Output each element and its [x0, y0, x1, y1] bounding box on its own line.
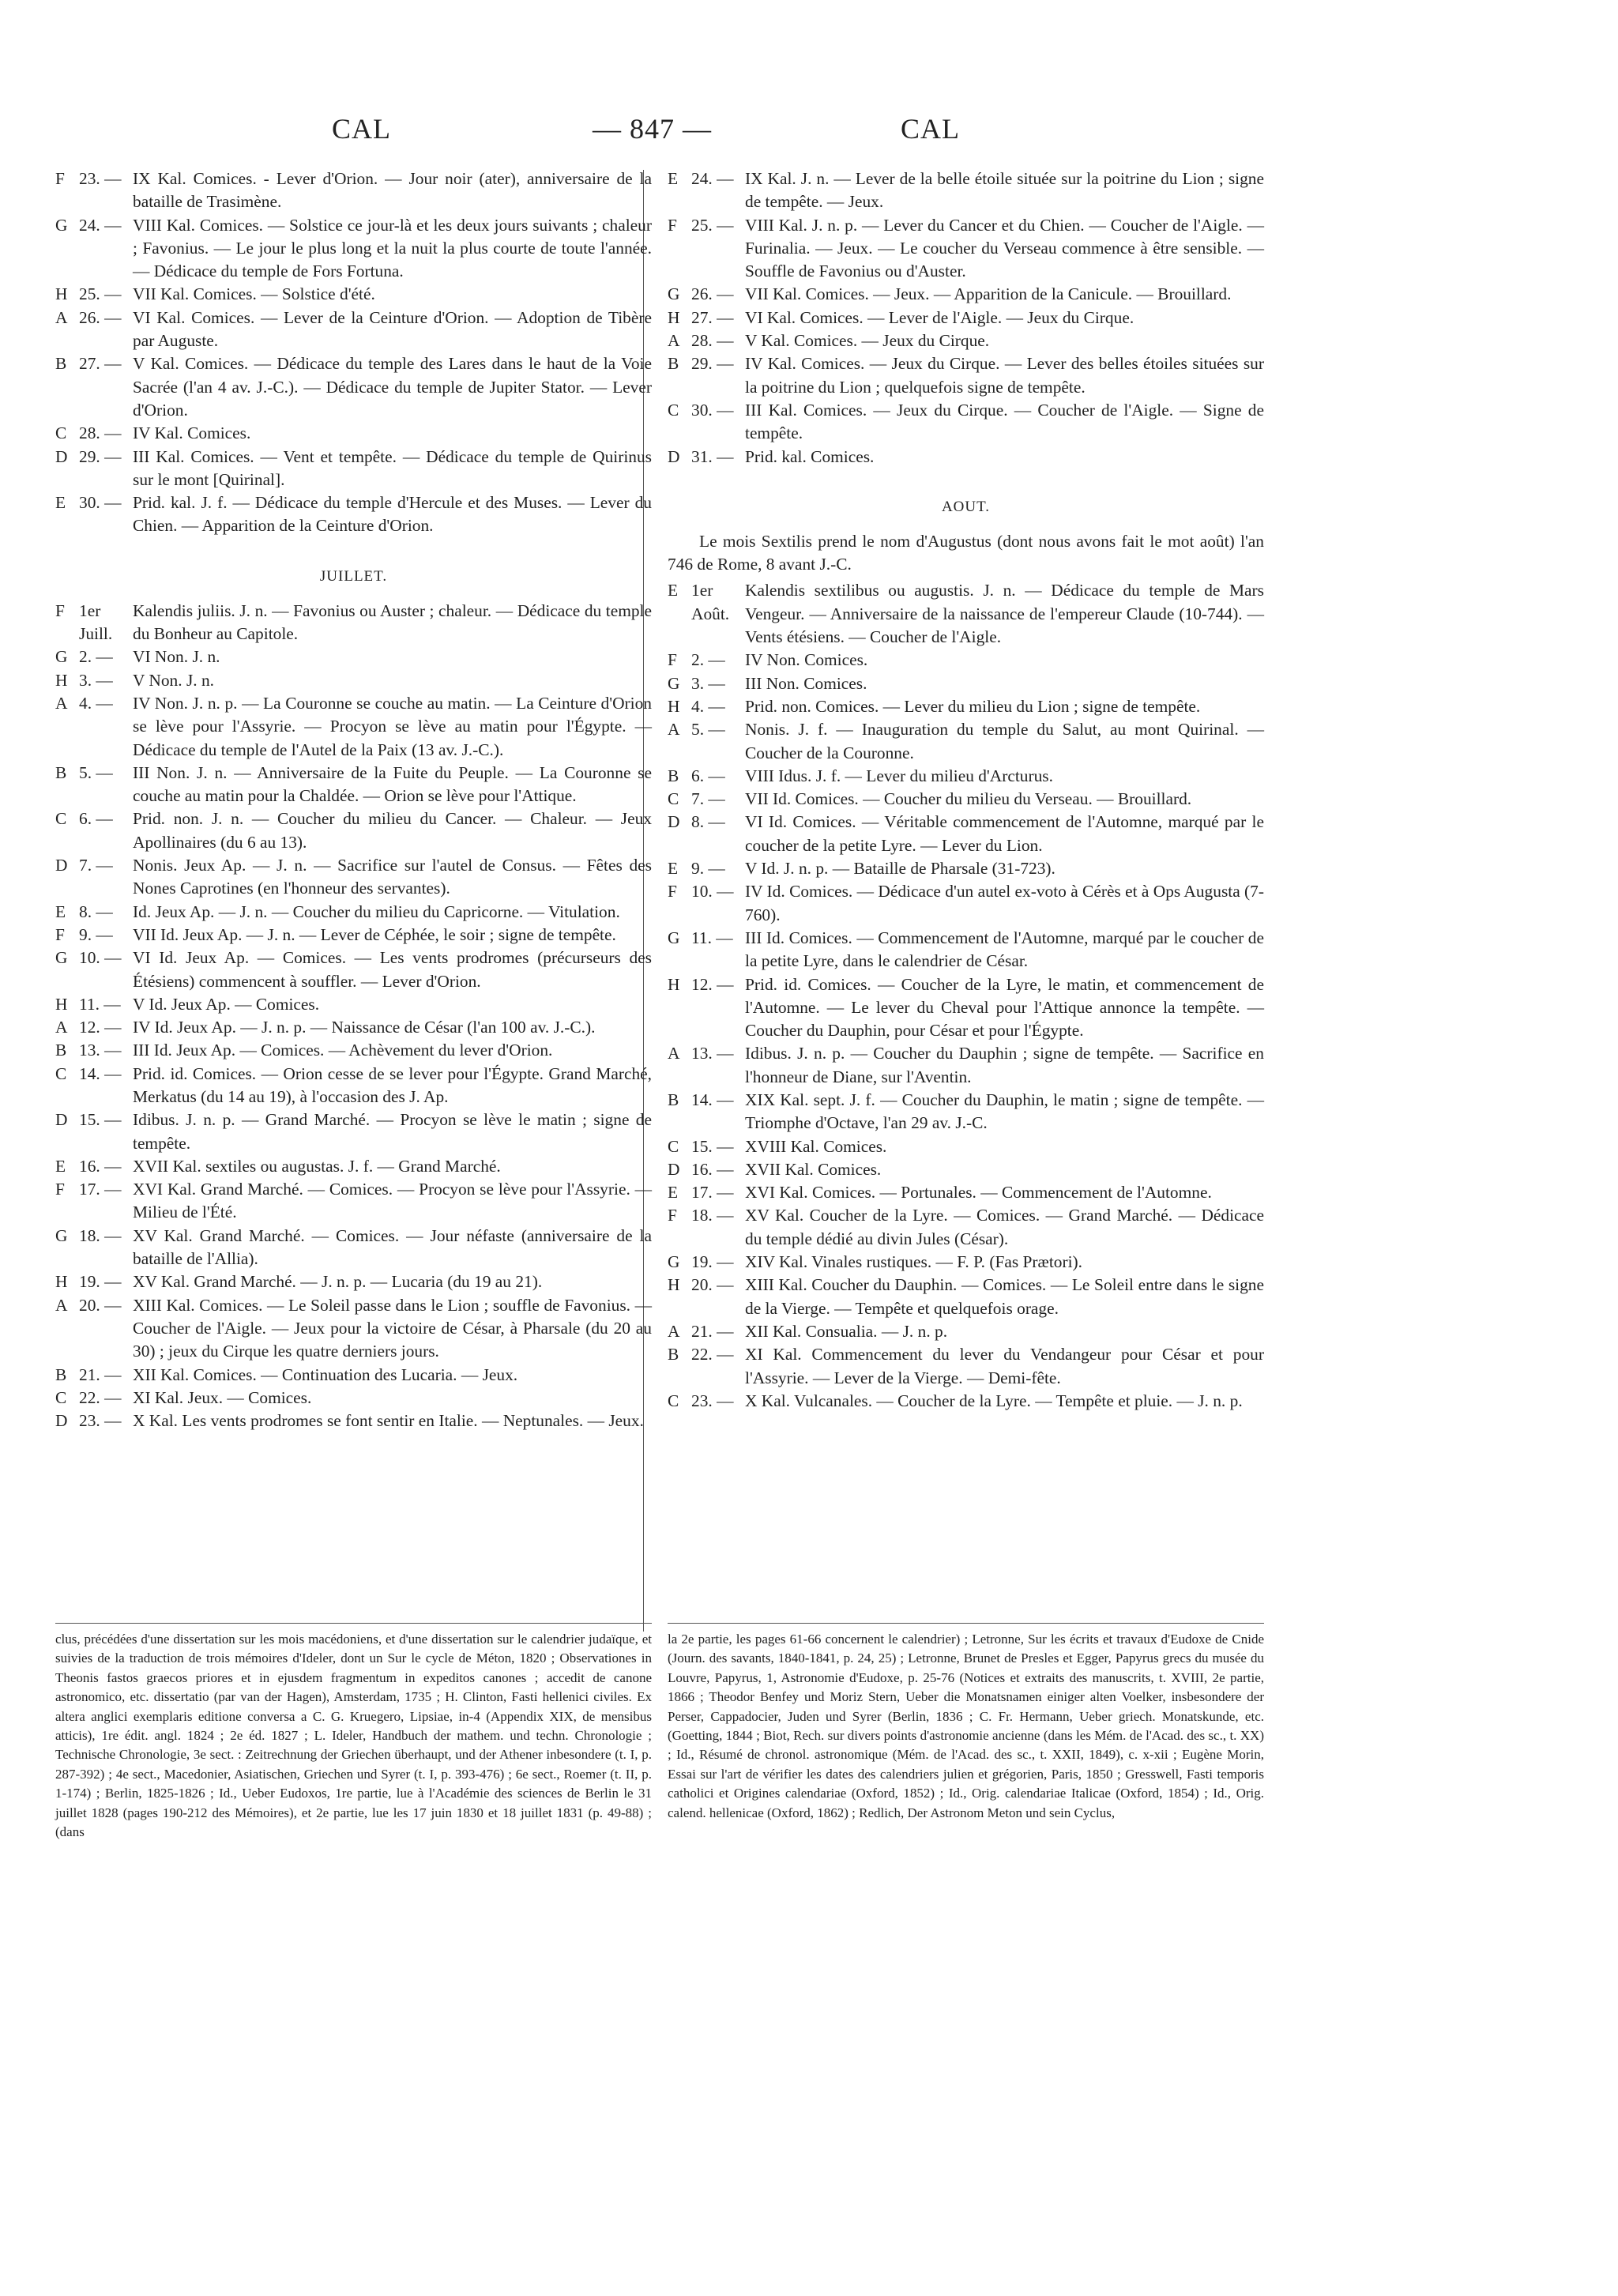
entry-text: Idibus. J. n. p. — Coucher du Dauphin ; signe de tempête. — Sacrifice en l'honneur de Diane, sur l'Aventin. [745, 1044, 1264, 1086]
entry-day-number: 29. — [691, 354, 734, 374]
entry-day-number: 16. — [691, 1159, 734, 1179]
calendar-entry [55, 924, 652, 947]
entry-text: XVI Kal. Grand Marché. — Comices. — Procyon se lève pour l'Assyrie. — Milieu de l'Été. [133, 1180, 652, 1222]
entry-text: V Id. J. n. p. — Bataille de Pharsale (31-723). [745, 859, 1055, 879]
entry-day-number: 11. — [691, 928, 733, 947]
entry-text: XV Kal. Coucher de la Lyre. — Comices. — Grand Marché. — Dédicace du temple dédié au divin Jules (César). [745, 1206, 1264, 1248]
entry-day-letter: C [55, 809, 67, 829]
august-entries-list [668, 579, 1264, 1413]
entry-day-number: 12. — [79, 1018, 122, 1037]
entry-day-letter: G [668, 284, 680, 304]
entry-day-number: 15. — [691, 1136, 734, 1156]
entry-text: VI Non. J. n. [133, 647, 220, 667]
entry-text: Nonis. J. f. — Inauguration du temple du Salut, au mont Quirinal. — Coucher de la Couronne. [745, 720, 1264, 762]
calendar-entry [55, 600, 652, 646]
calendar-entry [668, 718, 1264, 765]
entry-day-number: 15. — [79, 1110, 122, 1130]
calendar-entry [668, 649, 1264, 672]
entry-text: XVII Kal. sextiles ou augustas. J. f. — Grand Marché. [133, 1156, 501, 1176]
calendar-entry [55, 214, 652, 284]
calendar-entry [55, 901, 652, 924]
entry-day-number: 31. — [691, 446, 734, 466]
entry-day-number: 14. — [79, 1063, 122, 1083]
calendar-entry [668, 788, 1264, 811]
calendar-entry [668, 811, 1264, 857]
entry-day-letter: E [668, 859, 679, 879]
entry-text: XV Kal. Grand Marché. — J. n. p. — Lucaria (du 19 au 21). [133, 1272, 543, 1292]
footnote-rule-left [55, 1623, 652, 1624]
entry-day-letter: G [55, 647, 68, 667]
calendar-entry [55, 646, 652, 668]
entry-day-letter: E [668, 581, 679, 600]
entry-text: Kalendis juliis. J. n. — Favonius ou Auster ; chaleur. — Dédicace du temple du Bonheur au Capitole. [133, 600, 652, 644]
entry-text: VI Kal. Comices. — Lever de l'Aigle. — Jeux du Cirque. [745, 307, 1134, 327]
calendar-entry [55, 1270, 652, 1293]
entry-text: IX Kal. J. n. — Lever de la belle étoile située sur la poitrine du Lion ; signe de tempête. — Jeux. [745, 169, 1264, 212]
entry-text: VIII Kal. Comices. — Solstice ce jour-là et les deux jours suivants ; chaleur ; Favonius. — Le jour le plus long et la nuit la plus courte de toute l'année. — Dédicace du temple de Fors Fortuna. [133, 215, 652, 281]
entry-day-letter: F [668, 1206, 677, 1225]
entry-day-number: 13. — [691, 1044, 734, 1063]
entry-text: IV Kal. Comices. — Jeux du Cirque. — Lever des belles étoiles situées sur la poitrine du Lion ; quelquefois signe de tempête. [745, 354, 1264, 397]
entry-day-letter: E [55, 493, 66, 513]
calendar-entry [55, 1225, 652, 1271]
entry-day-letter: G [668, 928, 680, 947]
entry-text: VI Kal. Comices. — Lever de la Ceinture d'Orion. — Adoption de Tibère par Auguste. [133, 307, 652, 351]
calendar-entry [668, 1343, 1264, 1390]
calendar-entry [668, 1204, 1264, 1251]
entry-day-letter: A [55, 1295, 68, 1315]
entry-day-letter: F [55, 924, 65, 944]
entry-day-number: 13. — [79, 1041, 122, 1060]
calendar-entry [55, 1039, 652, 1062]
entry-day-number: 10. — [79, 948, 122, 968]
entry-day-number: 25. — [79, 284, 122, 304]
entry-day-number: 29. — [79, 446, 122, 466]
calendar-entry [55, 491, 652, 538]
calendar-entry [55, 947, 652, 993]
entry-text: IX Kal. Comices. - Lever d'Orion. — Jour noir (ater), anniversaire de la bataille de Trasimène. [133, 169, 652, 212]
entry-day-number: 1er Juill. [79, 600, 113, 644]
entry-text: VII Kal. Comices. — Jeux. — Apparition de la Canicule. — Brouillard. [745, 284, 1232, 304]
calendar-entry [55, 993, 652, 1016]
entry-day-number: 26. — [691, 284, 734, 304]
footnote-left: clus, précédées d'une dissertation sur les mois macédoniens, et d'une dissertation sur le calendrier judaïque, et suivies de la traduction de trois mémoires d'Ideler, dont un Sur le cycle de Méton, 1820 ; Observationes in Theonis fastos graecos priores et in ejusdem fragmentum in expeditos canones ; accedit de canone astronomico, etc. dissertatio (par van der Hagen), Amsterdam, 1735 ; H. Clinton, Fasti hellenici civiles. Ex altera anglici exemplaris editione conversa a C. G. Kruegero, Lipsiae, in-4 (Appendix XIX, de mensibus atticis), 1re édit. angl. 1824 ; 2e éd. 1827 ; L. Ideler, Handbuch der mathem. und techn. Chronologie ; Technische Chronologie, 3e sect. : Zeitrechnung der Griechen überhaupt, und der Athener inbesondere (t. I, p. 287-392) ; 4e sect., Macedonier, Asiatischen, Griechen und Syrer (t. I, p. 393-476) ; 6e sect., Roemer (t. II, p. 1-174) ; Berlin, 1825-1826 ; Id., Ueber Eudoxos, 1re partie, lue à l'Académie des sciences de Berlin le 31 juillet 1828 (pages 190-212 des Mémoires), et 2e partie, lue les 17 juin 1830 et 18 juillet 1831 (p. 49-88) ; (dans [55, 1632, 652, 1840]
entry-text: III Id. Comices. — Commencement de l'Automne, marqué par le coucher de la petite Lyre, dans le calendrier de César. [745, 928, 1264, 971]
entry-text: IV Non. Comices. [745, 650, 868, 670]
entry-day-letter: H [55, 670, 68, 690]
entry-text: VII Id. Comices. — Coucher du milieu du Verseau. — Brouillard. [745, 789, 1192, 809]
entry-day-number: 25. — [691, 215, 734, 235]
entry-day-letter: C [55, 1387, 67, 1407]
entry-text: XIII Kal. Coucher du Dauphin. — Comices. — Le Soleil entre dans le signe de la Vierge. — Tempête et quelquefois orage. [745, 1275, 1264, 1318]
entry-day-letter: H [668, 1275, 680, 1295]
entry-day-letter: A [668, 331, 680, 351]
entry-day-number: 28. — [79, 423, 122, 443]
entry-day-number: 21. — [79, 1364, 122, 1384]
calendar-entry [55, 1410, 652, 1432]
calendar-entry [668, 1158, 1264, 1181]
calendar-entry [55, 692, 652, 762]
entry-text: XVIII Kal. Comices. [745, 1136, 887, 1156]
entry-day-letter: H [55, 994, 68, 1014]
calendar-entry [55, 1364, 652, 1387]
entry-text: Prid. non. Comices. — Lever du milieu du Lion ; signe de tempête. [745, 696, 1201, 716]
entry-text: IV Id. Jeux Ap. — J. n. p. — Naissance de César (l'an 100 av. J.-C.). [133, 1018, 596, 1037]
entry-day-letter: B [668, 354, 679, 374]
calendar-entry [55, 807, 652, 854]
entry-text: VII Id. Jeux Ap. — J. n. — Lever de Céphée, le soir ; signe de tempête. [133, 924, 616, 944]
entry-day-letter: D [668, 446, 680, 466]
page-header [300, 112, 995, 152]
entry-day-number: 23. — [691, 1391, 734, 1410]
entry-day-number: 6. — [691, 766, 725, 785]
calendar-entry [55, 1178, 652, 1225]
entry-text: Nonis. Jeux Ap. — J. n. — Sacrifice sur l'autel de Consus. — Fêtes des Nones Caprotines (en l'honneur des servantes). [133, 856, 652, 898]
entry-text: VI Id. Comices. — Véritable commencement de l'Automne, marqué par le coucher de la petite Lyre. — Lever du Lion. [745, 812, 1264, 855]
entry-text: XVII Kal. Comices. [745, 1159, 882, 1179]
entry-day-number: 4. — [691, 696, 725, 716]
entry-text: XI Kal. Jeux. — Comices. [133, 1387, 312, 1407]
entry-day-number: 5. — [79, 762, 113, 782]
entry-day-letter: F [668, 650, 677, 670]
entry-day-number: 30. — [79, 493, 122, 513]
entry-day-number: 2. — [79, 647, 113, 667]
entry-day-number: 12. — [691, 974, 734, 994]
entry-day-letter: C [668, 400, 679, 420]
calendar-entry [668, 1181, 1264, 1204]
calendar-entry [668, 1320, 1264, 1343]
running-head-right: CAL [901, 113, 960, 145]
calendar-entry [668, 880, 1264, 927]
entry-day-number: 20. — [691, 1275, 734, 1295]
entry-day-letter: G [55, 1225, 68, 1245]
entry-day-number: 27. — [691, 307, 734, 327]
entry-text: III Kal. Comices. — Vent et tempête. — Dédicace du temple de Quirinus sur le mont [Quirinal]. [133, 446, 652, 489]
entry-text: X Kal. Les vents prodromes se font sentir en Italie. — Neptunales. — Jeux. [133, 1411, 644, 1431]
entry-day-letter: A [55, 1018, 68, 1037]
entry-text: IV Id. Comices. — Dédicace d'un autel ex-voto à Cérès et à Ops Augusta (7-760). [745, 882, 1264, 924]
entry-text: Prid. non. J. n. — Coucher du milieu du Cancer. — Chaleur. — Jeux Apollinaires (du 6 au 13). [133, 809, 652, 852]
entry-day-number: 19. — [79, 1272, 122, 1292]
entry-day-number: 11. — [79, 994, 121, 1014]
entry-day-letter: F [55, 1180, 65, 1199]
entry-day-number: 24. — [691, 169, 734, 188]
calendar-entry [668, 973, 1264, 1043]
calendar-entry [668, 167, 1264, 214]
calendar-entry [668, 283, 1264, 306]
calendar-entry [55, 422, 652, 445]
entry-text: XV Kal. Grand Marché. — Comices. — Jour néfaste (anniversaire de la bataille de l'Allia). [133, 1225, 652, 1269]
entry-day-number: 28. — [691, 331, 734, 351]
entry-day-letter: H [55, 1272, 68, 1292]
entry-day-letter: B [668, 1090, 679, 1109]
entry-day-letter: A [55, 693, 68, 713]
july-entries-list [55, 600, 652, 1433]
entry-day-letter: D [668, 812, 680, 832]
entry-text: V Id. Jeux Ap. — Comices. [133, 994, 320, 1014]
entry-day-number: 26. — [79, 307, 122, 327]
entry-day-number: 9. — [79, 924, 113, 944]
calendar-entry [55, 1294, 652, 1364]
calendar-entry [668, 1135, 1264, 1158]
entry-day-number: 8. — [79, 901, 113, 921]
entry-text: Prid. kal. Comices. [745, 446, 875, 466]
entry-day-letter: B [55, 1364, 67, 1384]
entry-day-number: 5. — [691, 720, 725, 740]
entry-text: Idibus. J. n. p. — Grand Marché. — Procyon se lève le matin ; signe de tempête. [133, 1110, 652, 1153]
entry-text: III Non. Comices. [745, 673, 867, 693]
entry-day-number: 22. — [79, 1387, 122, 1407]
calendar-entry [55, 1155, 652, 1178]
entry-day-number: 30. — [691, 400, 734, 420]
entry-text: XIV Kal. Vinales rustiques. — F. P. (Fas Prætori). [745, 1252, 1082, 1272]
july-section-title: JUILLET. [319, 567, 388, 585]
calendar-entry [668, 1089, 1264, 1135]
entry-day-number: 17. — [79, 1180, 122, 1199]
calendar-entry [668, 352, 1264, 399]
entry-day-number: 23. — [79, 169, 122, 188]
july-entries-continued-list [668, 167, 1264, 469]
entry-day-number: 19. — [691, 1252, 734, 1272]
entry-day-letter: A [668, 1321, 680, 1341]
entry-day-number: 3. — [691, 673, 725, 693]
calendar-entry [668, 446, 1264, 469]
calendar-entry [668, 1251, 1264, 1274]
entry-text: VI Id. Jeux Ap. — Comices. — Les vents prodromes (précurseurs des Étésiens) commencent à souffler. — Lever d'Orion. [133, 948, 652, 991]
entry-day-number: 18. — [79, 1225, 122, 1245]
entry-day-letter: F [55, 600, 65, 620]
calendar-entry [668, 329, 1264, 352]
calendar-entry [668, 399, 1264, 446]
entry-day-number: 4. — [79, 693, 113, 713]
calendar-entry [668, 672, 1264, 695]
entry-text: XVI Kal. Comices. — Portunales. — Commencement de l'Automne. [745, 1183, 1212, 1203]
entry-day-number: 9. — [691, 859, 725, 879]
entry-day-letter: A [668, 720, 680, 740]
entry-text: XII Kal. Consualia. — J. n. p. [745, 1321, 948, 1341]
entry-text: VIII Kal. J. n. p. — Lever du Cancer et du Chien. — Coucher de l'Aigle. — Furinalia. — Jeux. — Le coucher du Verseau commence à être sensible. — Souffle de Favonius ou d'Auster. [745, 215, 1264, 281]
entry-day-letter: H [668, 307, 680, 327]
left-column [55, 167, 652, 1432]
entry-text: X Kal. Vulcanales. — Coucher de la Lyre. — Tempête et pluie. — J. n. p. [745, 1391, 1243, 1410]
entry-day-number: 6. — [79, 809, 113, 829]
entry-day-letter: F [55, 169, 65, 188]
entry-day-letter: H [668, 696, 680, 716]
calendar-entry [55, 352, 652, 422]
entry-day-letter: C [55, 423, 67, 443]
entry-text: IV Kal. Comices. [133, 423, 251, 443]
entry-day-number: 14. — [691, 1090, 734, 1109]
entry-text: Id. Jeux Ap. — J. n. — Coucher du milieu du Capricorne. — Vitulation. [133, 901, 620, 921]
entry-day-number: 7. — [691, 789, 725, 809]
entry-text: V Kal. Comices. — Dédicace du temple des Lares dans le haut de la Voie Sacrée (l'an 4 av. J.-C.). — Dédicace du temple de Jupiter Stator. — Lever d'Orion. [133, 354, 652, 420]
entry-day-number: 3. — [79, 670, 113, 690]
calendar-entry [55, 762, 652, 808]
entry-day-letter: G [668, 673, 680, 693]
calendar-entry [668, 1274, 1264, 1320]
entry-day-letter: F [668, 882, 677, 901]
august-intro-paragraph: Le mois Sextilis prend le nom d'Augustus (dont nous avons fait le mot août) l'an 746 de Rome, 8 avant J.-C. [668, 531, 1264, 574]
calendar-entry [668, 1042, 1264, 1089]
entry-day-number: 18. — [691, 1206, 734, 1225]
entry-text: III Id. Jeux Ap. — Comices. — Achèvement du lever d'Orion. [133, 1041, 553, 1060]
entry-day-letter: B [668, 766, 679, 785]
entry-day-letter: A [55, 307, 68, 327]
entry-text: XII Kal. Comices. — Continuation des Lucaria. — Jeux. [133, 1364, 518, 1384]
entry-day-letter: E [55, 901, 66, 921]
calendar-entry [55, 283, 652, 306]
calendar-entry [668, 695, 1264, 718]
entry-day-letter: B [668, 1345, 679, 1364]
entry-text: Prid. id. Comices. — Orion cesse de se lever pour l'Égypte. Grand Marché, Merkatus (du 14 au 19), à l'occasion des J. Ap. [133, 1063, 652, 1106]
entry-text: XIX Kal. sept. J. f. — Coucher du Dauphin, le matin ; signe de tempête. — Triomphe d'Octave, l'an 29 av. J.-C. [745, 1090, 1264, 1133]
entry-day-letter: F [668, 215, 677, 235]
calendar-entry [668, 927, 1264, 973]
entry-text: IV Non. J. n. p. — La Couronne se couche au matin. — La Ceinture d'Orion se lève pour l'Assyrie. — Procyon se lève au matin pour l'Égypte. — Dédicace du temple de l'Autel de la Paix (13 av. J.-C.). [133, 693, 652, 759]
entry-day-number: 24. — [79, 215, 122, 235]
june-entries-list [55, 167, 652, 538]
entry-day-letter: G [55, 215, 68, 235]
entry-text: V Non. J. n. [133, 670, 215, 690]
entry-day-number: 1er Août. [691, 581, 730, 623]
entry-day-number: 20. — [79, 1295, 122, 1315]
calendar-entry [668, 1390, 1264, 1413]
calendar-entry [55, 307, 652, 353]
entry-day-letter: D [55, 446, 68, 466]
entry-day-letter: G [55, 948, 68, 968]
entry-day-letter: C [668, 1391, 679, 1410]
calendar-entry [55, 1016, 652, 1039]
entry-text: Prid. id. Comices. — Coucher de la Lyre, le matin, et commencement de l'Automne. — Le lever du Cheval pour l'Attique annonce la tempête. — Coucher du Dauphin, pour César et pour l'Égypte. [745, 974, 1264, 1041]
calendar-entry [55, 446, 652, 492]
entry-day-letter: H [55, 284, 68, 304]
page-number: — 847 — [593, 113, 712, 145]
calendar-entry [55, 167, 652, 214]
calendar-entry [668, 307, 1264, 329]
entry-day-letter: A [668, 1044, 680, 1063]
calendar-entry [55, 854, 652, 901]
entry-text: XIII Kal. Comices. — Le Soleil passe dans le Lion ; souffle de Favonius. — Coucher de l'Aigle. — Jeux pour la victoire de César, à Pharsale (du 20 au 30) ; jeux du Cirque les quatre derniers jours. [133, 1295, 652, 1361]
entry-day-letter: D [55, 1411, 68, 1431]
entry-day-letter: B [55, 1041, 67, 1060]
entry-day-number: 22. — [691, 1345, 734, 1364]
entry-day-letter: C [668, 1136, 679, 1156]
entry-text: VIII Idus. J. f. — Lever du milieu d'Arcturus. [745, 766, 1053, 785]
calendar-entry [668, 857, 1264, 880]
calendar-entry [55, 1063, 652, 1109]
entry-day-number: 23. — [79, 1411, 122, 1431]
calendar-entry [55, 669, 652, 692]
entry-day-number: 7. — [79, 856, 113, 875]
calendar-entry [668, 214, 1264, 284]
running-head-left: CAL [332, 113, 391, 145]
entry-day-letter: D [668, 1159, 680, 1179]
calendar-entry [668, 579, 1264, 649]
entry-day-number: 8. — [691, 812, 725, 832]
entry-day-letter: E [55, 1156, 66, 1176]
entry-day-number: 2. — [691, 650, 725, 670]
footnote-rule-right [668, 1623, 1264, 1624]
entry-text: III Kal. Comices. — Jeux du Cirque. — Coucher de l'Aigle. — Signe de tempête. [745, 400, 1264, 443]
calendar-entry [55, 1108, 652, 1155]
entry-day-letter: D [55, 856, 68, 875]
entry-text: VII Kal. Comices. — Solstice d'été. [133, 284, 375, 304]
footnote-right: la 2e partie, les pages 61-66 concernent le calendrier) ; Letronne, Sur les écrits et travaux d'Eudoxe de Cnide (Journ. des savants, 1840-1841, p. 24, 25) ; Letronne, Brunet de Presles et Egger, Papyrus grecs du musée du Louvre, Papyrus, 1, Astronomie d'Eudoxe, p. 25-76 (Notices et extraits des manuscrits, t. XVIII, 2e partie, 1866 ; Theodor Benfey und Moriz Stern, Ueber die Monatsnamen einiger alten Voelker, insbesondere der Perser, Cappadocier, Juden und Syrer (Berlin, 1836 ; C. Fr. Hermann, Ueber griech. Monatskunde, etc. (Goetting, 1844 ; Biot, Rech. sur divers points d'astronomie ancienne (dans les Mém. de l'Acad. des sc., t. XX) ; Id., Résumé de chronol. astronomique (Mém. de l'Acad. des sc., t. XXII, 1849), c. x-xii ; Eugène Morin, Essai sur l'art de vérifier les dates des calendriers julien et grégorien, Paris, 1850 ; Gresswell, Fasti temporis catholici et Origines calendariae (Oxford, 1852) ; Id., Orig. calendariae Italicae (Oxford, 1854) ; Id., Orig. calend. hellenicae (Oxford, 1862) ; Redlich, Der Astronom Meton und sein Cyclus, [668, 1632, 1264, 1820]
entry-day-number: 16. — [79, 1156, 122, 1176]
entry-day-letter: E [668, 1183, 679, 1203]
entry-day-letter: B [55, 354, 67, 374]
entry-text: XI Kal. Commencement du lever du Vendangeur pour César et pour l'Assyrie. — Lever de la Vierge. — Demi-fête. [745, 1345, 1264, 1387]
entry-text: Prid. kal. J. f. — Dédicace du temple d'Hercule et des Muses. — Lever du Chien. — Apparition de la Ceinture d'Orion. [133, 493, 652, 536]
entry-day-number: 27. — [79, 354, 122, 374]
calendar-entry [55, 1387, 652, 1410]
entry-day-letter: C [55, 1063, 67, 1083]
entry-day-letter: E [668, 169, 679, 188]
entry-day-letter: D [55, 1110, 68, 1130]
entry-day-number: 21. — [691, 1321, 734, 1341]
entry-text: Kalendis sextilibus ou augustis. J. n. — Dédicace du temple de Mars Vengeur. — Anniversaire de la naissance de l'empereur Claude (10-744). — Vents étésiens. — Coucher de l'Aigle. [745, 581, 1264, 647]
entry-day-letter: G [668, 1252, 680, 1272]
entry-text: III Non. J. n. — Anniversaire de la Fuite du Peuple. — La Couronne se couche au matin pour la Chaldée. — Orion se lève pour l'Attique. [133, 762, 652, 806]
entry-day-number: 17. — [691, 1183, 734, 1203]
entry-day-letter: B [55, 762, 67, 782]
entry-day-letter: H [668, 974, 680, 994]
calendar-entry [668, 765, 1264, 788]
entry-text: V Kal. Comices. — Jeux du Cirque. [745, 331, 990, 351]
august-section-title: AOUT. [941, 498, 991, 515]
entry-day-number: 10. — [691, 882, 734, 901]
entry-day-letter: C [668, 789, 679, 809]
right-column [668, 167, 1264, 1413]
